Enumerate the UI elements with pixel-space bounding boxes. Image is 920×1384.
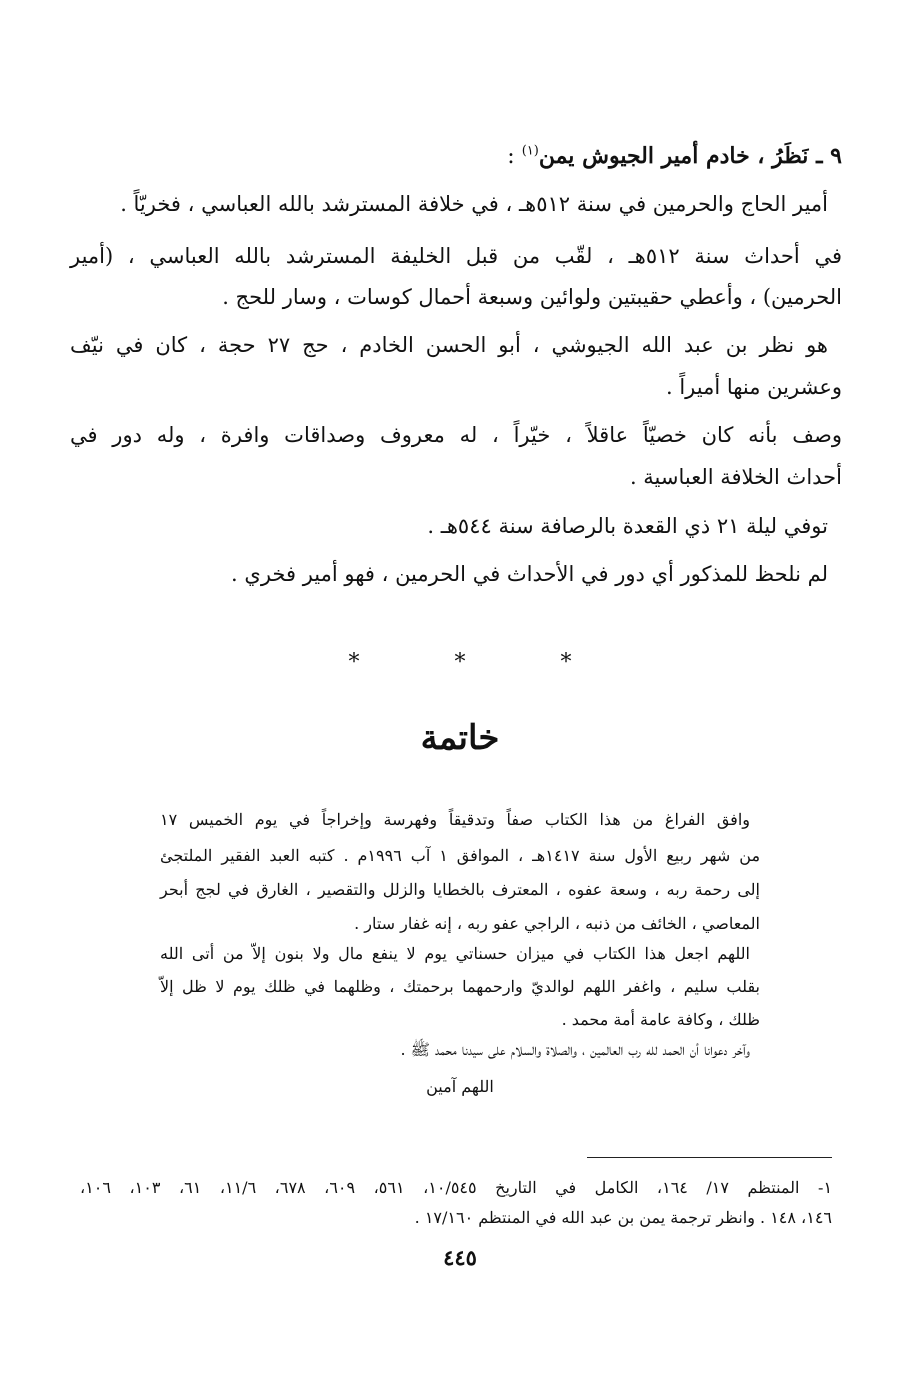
entry-line-3: الحرمين) ، وأعطي حقيبتين ولوائين وسبعة أحمال كوسات ، وسار للحج . [222, 285, 842, 309]
conclusion-line-4: المعاصي ، الخائف من ذنبه ، الراجي عفو ربه ، إنه غفار ستار . [354, 914, 760, 933]
entry-line-7: أحداث الخلافة العباسية . [629, 465, 842, 489]
conclusion-line-7: ظلك ، وكافة عامة أمة محمد . [561, 1010, 760, 1029]
entry-line-4: هو نظر بن عبد الله الجيوشي ، أبو الحسن الخادم ، حج ٢٧ حجة ، كان في نيّف [70, 333, 829, 357]
conclusion-line-2: من شهر ربيع الأول سنة ١٤١٧هـ ، الموافق ١ آب ١٩٩٦م . كتبه العبد الفقير الملتجئ [160, 846, 761, 865]
entry-line-2: في أحداث سنة ٥١٢هـ ، لقّب من قبل الخليفة المسترشد بالله العباسي ، (أمير [70, 244, 842, 268]
entry-line-8: توفي ليلة ٢١ ذي القعدة بالرصافة سنة ٥٤٤هـ . [427, 514, 828, 538]
entry-heading-text: ٩ ـ نَظَرُ ، خادم أمير الجيوش يمن [538, 143, 842, 169]
conclusion-line-8: وآخر دعوانا أن الحمد لله رب العالمين ، والصلاة والسلام على سيدنا محمد ﷺ . [400, 1040, 750, 1059]
conclusion-line-1: وافق الفراغ من هذا الكتاب صفاً وتدقيقاً وفهرسة وإخراجاً في يوم الخميس ١٧ [160, 810, 750, 829]
entry-line-1: أمير الحاج والحرمين في سنة ٥١٢هـ ، في خلافة المسترشد بالله العباسي ، فخريّاً . [120, 192, 828, 216]
section-separator: * * * [348, 650, 616, 675]
conclusion-line-5: اللهم اجعل هذا الكتاب في ميزان حسناتي يوم لا ينفع مال ولا بنون إلاّ من أتى الله [160, 944, 750, 963]
entry-line-6: وصف بأنه كان خصيّاً عاقلاً ، خيّراً ، له معروف وصداقات وافرة ، وله دور في [70, 423, 842, 447]
conclusion-title: خاتمة [420, 718, 500, 758]
footnote-line-1: ١- المنتظم ١٧/ ١٦٤، الكامل في التاريخ ١٠/٥٤٥، ٥٦١، ٦٠٩، ٦٧٨، ١١/٦، ٦١، ١٠٣، ١٠٦، [80, 1178, 833, 1197]
conclusion-line-6: بقلب سليم ، واغفر اللهم لوالديّ وارحمهما برحمتك ، وظلهما في ظلك يوم لا ظل إلاّ [160, 977, 760, 996]
entry-heading [507, 143, 842, 169]
entry-heading-colon: : [507, 144, 522, 169]
entry-line-5: وعشرين منها أميراً . [665, 375, 842, 399]
conclusion-amen: اللهم آمين [426, 1077, 494, 1096]
page-number: ٤٤٥ [443, 1245, 477, 1270]
footnote-line-2: ١٤٦، ١٤٨ . وانظر ترجمة يمن بن عبد الله في المنتظم ١٧/١٦٠ . [414, 1208, 832, 1227]
footnote-reference: (١) [521, 143, 539, 159]
footnote-divider [587, 1157, 832, 1158]
entry-line-9: لم نلحظ للمذكور أي دور في الأحداث في الحرمين ، فهو أمير فخري . [231, 562, 828, 586]
conclusion-line-3: إلى رحمة ربه ، وسعة عفوه ، المعترف بالخطايا والزلل والتقصير ، الغارق في لجج أبحر [160, 880, 760, 899]
